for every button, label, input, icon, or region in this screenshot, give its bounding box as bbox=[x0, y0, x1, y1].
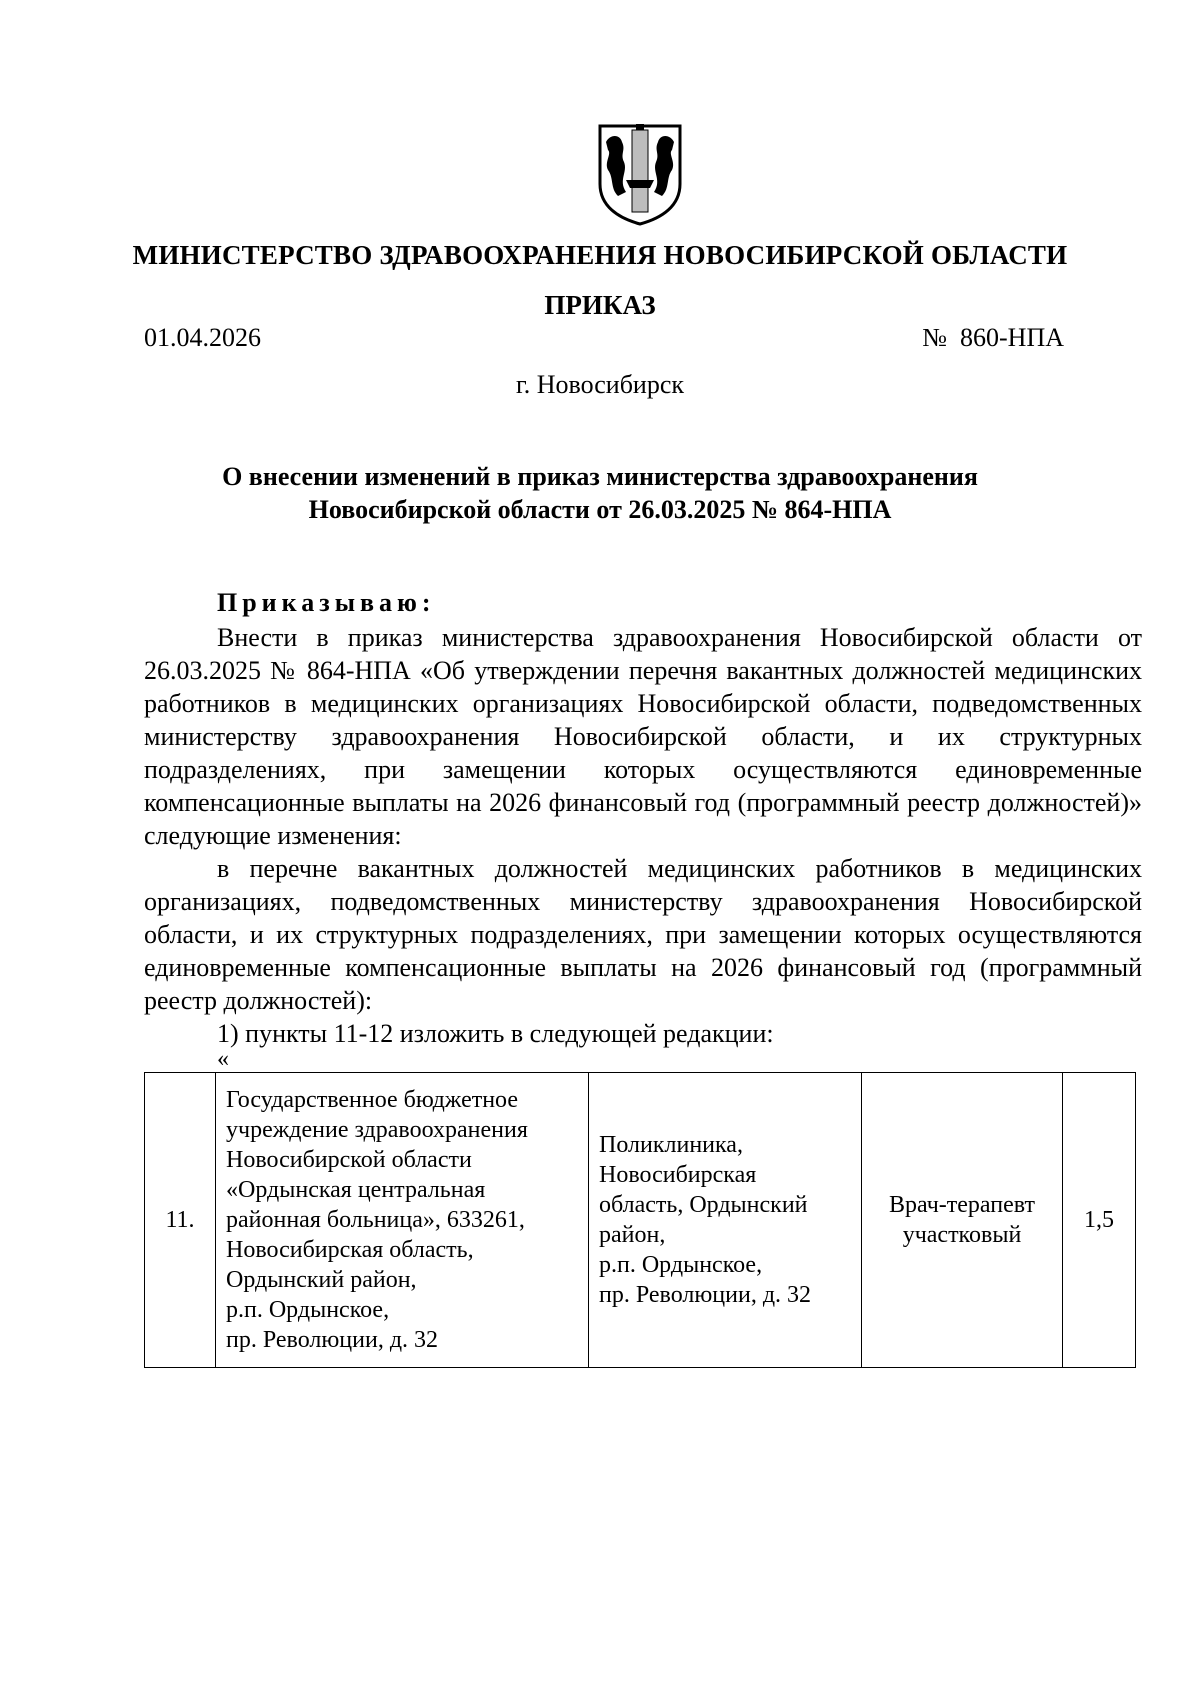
cell-line: учреждение здравоохранения bbox=[226, 1117, 528, 1143]
cell-line: р.п. Ордынское, bbox=[599, 1252, 763, 1278]
cell-line: район, bbox=[599, 1222, 666, 1248]
document-number: № 860-НПА bbox=[922, 323, 1064, 352]
document-type: ПРИКАЗ bbox=[544, 290, 656, 320]
table-row bbox=[145, 1073, 1136, 1368]
cell-line: р.п. Ордынское, bbox=[226, 1297, 390, 1323]
position-cell bbox=[862, 1073, 1063, 1368]
document-subject bbox=[200, 460, 1000, 526]
amendment-table bbox=[144, 1072, 1136, 1368]
cell-line: Ордынский район, bbox=[226, 1267, 417, 1293]
order-word: Приказываю: bbox=[217, 588, 436, 617]
document-date: 01.04.2026 bbox=[144, 323, 261, 352]
cell-line: пр. Революции, д. 32 bbox=[599, 1282, 812, 1308]
address-cell bbox=[589, 1073, 862, 1368]
document-city: г. Новосибирск bbox=[515, 370, 685, 399]
rate-cell: 1,5 bbox=[1063, 1073, 1136, 1368]
cell-line: Поликлиника, bbox=[599, 1132, 743, 1158]
opening-quote: « bbox=[217, 1046, 229, 1072]
cell-line: пр. Революции, д. 32 bbox=[226, 1327, 439, 1353]
subject-line: О внесении изменений в приказ министерства здравоохранения bbox=[222, 462, 978, 491]
ministry-name: МИНИСТЕРСТВО ЗДРАВООХРАНЕНИЯ НОВОСИБИРСКОЙ ОБЛАСТИ bbox=[132, 240, 1068, 270]
cell-line: Новосибирская область, bbox=[226, 1237, 474, 1263]
body-paragraph: 1) пункты 11-12 изложить в следующей редакции: bbox=[217, 1019, 774, 1048]
organization-cell bbox=[216, 1073, 589, 1368]
cell-line: Новосибирской области bbox=[226, 1147, 472, 1173]
cell-line: Врач-терапевт bbox=[889, 1192, 1035, 1218]
cell-line: Новосибирская bbox=[599, 1162, 757, 1188]
cell-line: районная больница», 633261, bbox=[226, 1207, 525, 1233]
subject-line: Новосибирской области от 26.03.2025 № 864-НПА bbox=[308, 495, 892, 524]
cell-line: Государственное бюджетное bbox=[226, 1087, 518, 1113]
row-number: 11. bbox=[145, 1073, 216, 1368]
body-paragraph: Внести в приказ министерства здравоохранения Новосибирской области от 26.03.2025 № 864-НПА «Об утверждении перечня вакантных должностей медицинских работников в медицинских организациях Новосибирской области, подведомственных министерству здравоохранения Новосибирской области, и их структурных подразделениях, при замещении которых осуществляются единовременные компенсационные выплаты на 2026 финансовый год (программный реестр должностей)» следующие изменения: bbox=[144, 623, 1142, 850]
body-text bbox=[144, 621, 1142, 1050]
cell-line: «Ордынская центральная bbox=[226, 1177, 486, 1203]
coat-of-arms-emblem bbox=[596, 122, 684, 226]
cell-line: участковый bbox=[902, 1222, 1022, 1248]
cell-line: область, Ордынский bbox=[599, 1192, 808, 1218]
body-paragraph: в перечне вакантных должностей медицинских работников в медицинских организациях, подведомственных министерству здравоохранения Новосибирской области, и их структурных подразделениях, при замещении которых осуществляются единовременные компенсационные выплаты на 2026 финансовый год (программный реестр должностей): bbox=[144, 854, 1142, 1015]
